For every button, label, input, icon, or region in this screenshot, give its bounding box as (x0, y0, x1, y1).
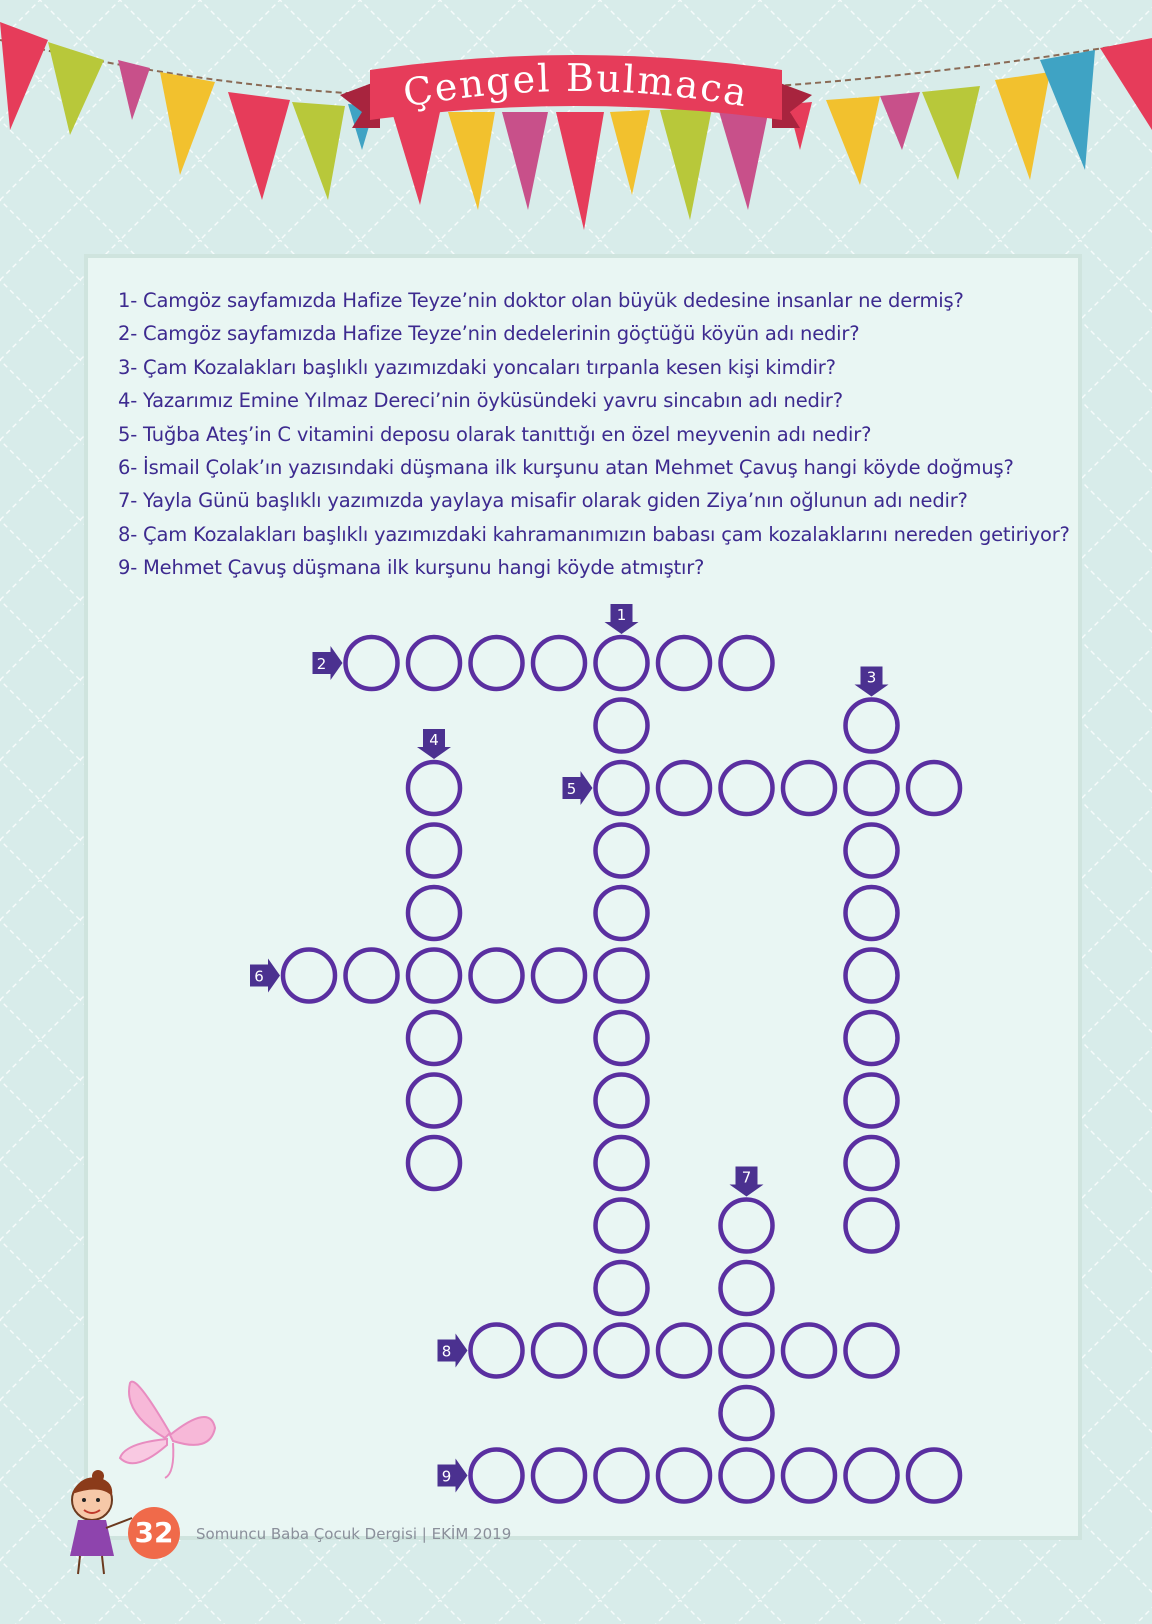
letter-cell[interactable] (596, 637, 648, 689)
letter-cell[interactable] (408, 1137, 460, 1189)
letter-cell[interactable] (658, 1325, 710, 1377)
letter-cell[interactable] (408, 1012, 460, 1064)
letter-cell[interactable] (846, 700, 898, 752)
clue-number: 6 (254, 967, 264, 986)
question-9: 9- Mehmet Çavuş düşmana ilk kurşunu hangi köyde atmıştır? (118, 556, 705, 580)
letter-cell[interactable] (596, 1450, 648, 1502)
letter-cell[interactable] (596, 1075, 648, 1127)
letter-cell[interactable] (471, 950, 523, 1002)
letter-cell[interactable] (721, 762, 773, 814)
letter-cell[interactable] (533, 950, 585, 1002)
question-7: 7- Yayla Günü başlıklı yazımızda yaylaya misafir olarak giden Ziya’nın oğlunun adı nedir? (118, 489, 968, 513)
butterfly-illustration (115, 1373, 225, 1483)
letter-cell[interactable] (596, 1262, 648, 1314)
letter-cell[interactable] (596, 825, 648, 877)
letter-cell[interactable] (408, 950, 460, 1002)
letter-cell[interactable] (783, 1325, 835, 1377)
clue-number: 5 (566, 780, 577, 798)
letter-cell[interactable] (408, 762, 460, 814)
girl-illustration (50, 1470, 140, 1580)
letter-cell[interactable] (783, 762, 835, 814)
letter-cell[interactable] (908, 1450, 960, 1502)
letter-cell[interactable] (721, 1262, 773, 1314)
clue-marker-3 (855, 667, 889, 697)
letter-cell[interactable] (471, 1450, 523, 1502)
letter-cell[interactable] (346, 950, 398, 1002)
letter-cell[interactable] (596, 887, 648, 939)
letter-cell[interactable] (533, 637, 585, 689)
letter-cell[interactable] (533, 1325, 585, 1377)
clue-marker-5 (563, 771, 593, 805)
clue-number: 1 (616, 606, 627, 624)
clue-marker-4 (417, 729, 451, 759)
clue-marker-9 (438, 1459, 468, 1493)
question-4: 4- Yazarımız Emine Yılmaz Dereci’nin öyküsündeki yavru sincabın adı nedir? (118, 389, 843, 413)
page-title: Çengel Bulmaca (399, 55, 753, 116)
letter-cell[interactable] (596, 950, 648, 1002)
letter-cell[interactable] (533, 1450, 585, 1502)
clue-marker-1 (605, 604, 639, 634)
clue-number: 8 (441, 1342, 452, 1361)
clue-marker-6 (250, 959, 280, 993)
letter-cell[interactable] (596, 1012, 648, 1064)
letter-cell[interactable] (846, 825, 898, 877)
letter-cell[interactable] (846, 762, 898, 814)
letter-cell[interactable] (596, 1200, 648, 1252)
letter-cell[interactable] (408, 887, 460, 939)
letter-cell[interactable] (721, 1325, 773, 1377)
letter-cell[interactable] (408, 825, 460, 877)
letter-cell[interactable] (658, 637, 710, 689)
letter-cell[interactable] (846, 1325, 898, 1377)
letter-cell[interactable] (471, 1325, 523, 1377)
letter-cell[interactable] (658, 1450, 710, 1502)
letter-cell[interactable] (721, 637, 773, 689)
letter-cell[interactable] (596, 762, 648, 814)
clue-marker-2 (313, 646, 343, 680)
letter-cell[interactable] (721, 1387, 773, 1439)
letter-cell[interactable] (846, 1450, 898, 1502)
question-6: 6- İsmail Çolak’ın yazısındaki düşmana ilk kurşunu atan Mehmet Çavuş hangi köyde doğmuş? (118, 455, 1014, 479)
clue-number: 4 (429, 731, 439, 749)
letter-cell[interactable] (596, 1325, 648, 1377)
letter-cell[interactable] (283, 950, 335, 1002)
question-5: 5- Tuğba Ateş’in C vitamini deposu olarak tanıttığı en özel meyvenin adı nedir? (118, 422, 872, 446)
clue-marker-8 (438, 1334, 468, 1368)
letter-cell[interactable] (846, 1137, 898, 1189)
page-number: 32 (128, 1507, 180, 1559)
clue-number: 2 (316, 655, 327, 673)
question-1: 1- Camgöz sayfamızda Hafize Teyze’nin doktor olan büyük dedesine insanlar ne dermiş? (118, 289, 964, 312)
letter-cell[interactable] (846, 1012, 898, 1064)
question-8: 8- Çam Kozalakları başlıklı yazımızdaki kahramanımızın babası çam kozalaklarını nereden getiriyor? (118, 522, 1070, 546)
letter-cell[interactable] (346, 637, 398, 689)
question-2: 2- Camgöz sayfamızda Hafize Teyze’nin dedelerinin göçtüğü köyün adı nedir? (118, 322, 860, 346)
letter-cell[interactable] (408, 1075, 460, 1127)
footer-text: Somuncu Baba Çocuk Dergisi | EKİM 2019 (196, 1525, 512, 1543)
letter-cell[interactable] (846, 1200, 898, 1252)
clue-marker-7 (730, 1167, 764, 1197)
letter-cell[interactable] (596, 1137, 648, 1189)
letter-cell[interactable] (846, 887, 898, 939)
letter-cell[interactable] (596, 700, 648, 752)
clue-number: 7 (741, 1168, 752, 1187)
letter-cell[interactable] (658, 762, 710, 814)
letter-cell[interactable] (846, 1075, 898, 1127)
letter-cell[interactable] (721, 1200, 773, 1252)
letter-cell[interactable] (721, 1450, 773, 1502)
letter-cell[interactable] (471, 637, 523, 689)
letter-cell[interactable] (783, 1450, 835, 1502)
letter-cell[interactable] (908, 762, 960, 814)
letter-cell[interactable] (846, 950, 898, 1002)
question-3: 3- Çam Kozalakları başlıklı yazımızdaki yoncaları tırpanla kesen kişi kimdir? (118, 355, 836, 379)
clue-number: 9 (441, 1467, 452, 1486)
letter-cell[interactable] (408, 637, 460, 689)
clue-number: 3 (866, 668, 877, 687)
